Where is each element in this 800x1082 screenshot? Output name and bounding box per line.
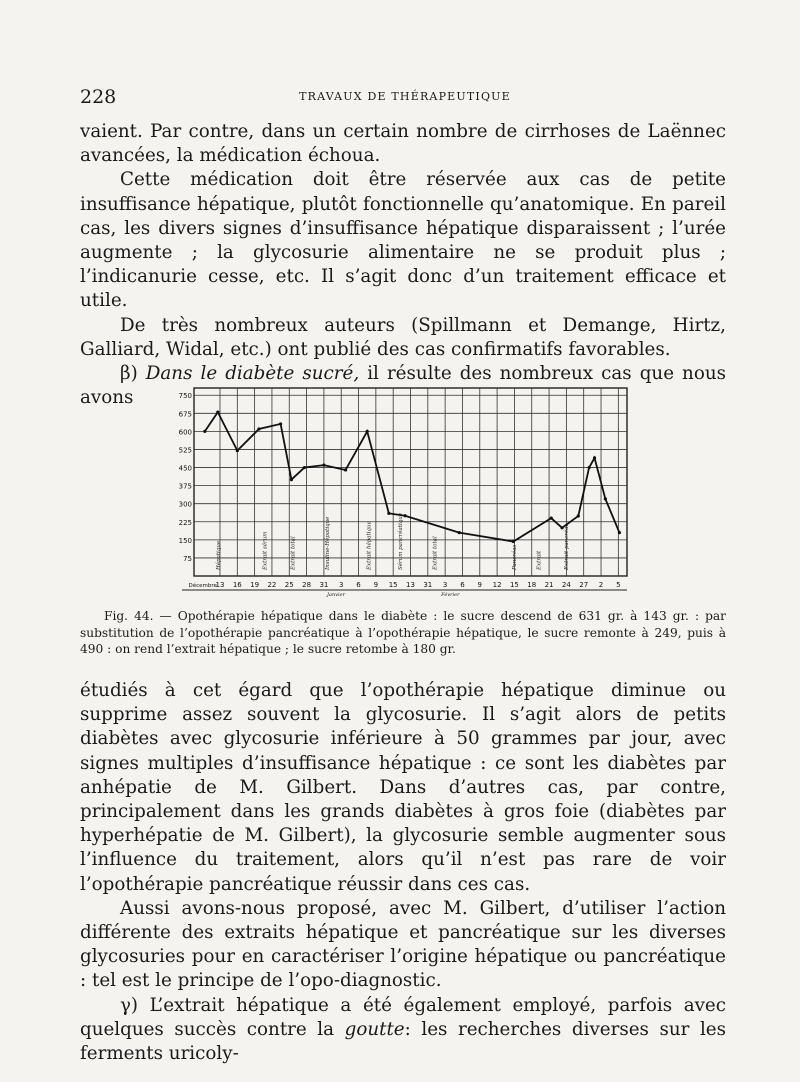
data-point <box>618 531 621 534</box>
data-point <box>203 430 206 433</box>
y-tick-label: 675 <box>178 410 192 419</box>
data-point <box>303 466 306 469</box>
data-point <box>403 514 406 517</box>
x-tick-label: 25 <box>284 581 294 589</box>
figure-caption <box>80 608 726 658</box>
vertical-annotation: Extrait sérum <box>262 531 269 570</box>
x-tick-label: 31 <box>423 581 433 589</box>
vertical-annotation: Sérum pancréatique <box>397 512 404 570</box>
x-tick-label: Décembre <box>188 583 217 589</box>
data-point <box>604 497 607 500</box>
x-tick-label: 27 <box>579 581 589 589</box>
data-point <box>512 540 515 543</box>
text-run: L’extrait hépatique a été également employé, parfois avec quelques succès contre la <box>80 994 726 1040</box>
page-header <box>80 86 730 110</box>
x-tick-label: 5 <box>616 581 621 589</box>
x-tick-label: 6 <box>460 581 465 589</box>
page-number: 228 <box>80 86 117 108</box>
x-tick-label: 3 <box>442 581 448 589</box>
paragraph: vaient. Par contre, dans un certain nombre de cirrhoses de Laënnec avancées, la médication échoua. <box>80 121 726 167</box>
y-tick-label: 75 <box>183 554 192 563</box>
lower-text <box>80 679 726 1066</box>
y-tick-label: 750 <box>178 392 192 401</box>
data-point <box>257 427 260 430</box>
data-point <box>216 411 219 414</box>
x-tick-label: 19 <box>250 581 260 589</box>
vertical-annotation: Hépatique <box>215 540 222 570</box>
data-point <box>344 468 347 471</box>
x-tick-label: 22 <box>267 581 277 589</box>
y-tick-label: 450 <box>178 464 192 473</box>
data-point <box>279 422 282 425</box>
data-point <box>458 531 461 534</box>
running-head: TRAVAUX DE THÉRAPEUTIQUE <box>299 90 511 103</box>
paragraph: Cette médication doit être réservée aux cas de petite insuffisance hépatique, plutôt fonctionnelle qu’anatomique. En pareil cas, les divers signes d’insuffisance hépatique disparaissent ; l’urée augmente ; la glycosurie alimentaire ne se produit plus ; l’indicanurie cesse, etc. Il s’agit donc d’un traitement efficace et utile. <box>80 169 726 312</box>
figure-44-chart <box>172 380 632 606</box>
x-tick-label: 12 <box>492 581 502 589</box>
data-point <box>577 514 580 517</box>
x-tick-label: 9 <box>477 581 483 589</box>
paragraph: De très nombreux auteurs (Spillmann et Demange, Hirtz, Galliard, Widal, etc.) ont publié des cas confirmatifs favorables. <box>80 314 726 360</box>
data-point <box>387 512 390 515</box>
data-point <box>366 430 369 433</box>
y-tick-label: 375 <box>178 482 192 491</box>
y-tick-label: 300 <box>178 500 192 509</box>
italic-word: goutte <box>344 1018 405 1040</box>
month-label: Janvier <box>327 592 346 598</box>
text-run: : les recherches diverses sur les ferments uricoly- <box>80 1018 726 1065</box>
vertical-annotation: Extrait total <box>432 536 439 570</box>
data-point <box>290 478 293 481</box>
y-tick-label: 225 <box>178 518 192 527</box>
x-tick-label: 21 <box>544 581 554 589</box>
y-tick-label: 600 <box>178 428 192 437</box>
x-tick-label: 13 <box>215 581 225 589</box>
vertical-annotation: Extrait <box>536 550 543 570</box>
x-tick-label: 31 <box>319 581 329 589</box>
upper-text <box>80 120 726 410</box>
y-tick-label: 525 <box>178 446 192 455</box>
section-marker: γ) <box>120 994 139 1016</box>
caption-text: — Opothérapie hépatique dans le diabète : le sucre descend de 631 gr. à 143 gr. : par substitution de l’opothérapie pancréatique à l’opothérapie hépatique, le sucre remonte à 249, puis à 490 : on rend l’extrait hépatique ; le sucre retombe à 180 gr. <box>80 609 726 656</box>
x-tick-label: 3 <box>338 581 344 589</box>
italic-phrase: Dans le diabète sucré, <box>145 363 360 385</box>
paragraph: étudiés à cet égard que l’opothérapie hépatique diminue ou supprime assez souvent la glycosurie. Il s’agit alors de petits diabètes avec glycosurie inférieure à 50 grammes par jour, avec signes multiples d’insuffisance hépatique : ce sont les diabètes par anhépatie de M. Gilbert. Dans d’autres cas, par contre, principalement dans les grands diabètes à gros foie (diabètes par hyperhépatie de M. Gilbert), la glycosurie semble augmenter sous l’influence du traitement, alors qu’il n’est pas rare de voir l’opothérapie pancréatique réussir dans ces cas. <box>80 680 726 895</box>
paragraph <box>80 994 726 1067</box>
x-tick-label: 15 <box>509 581 519 589</box>
caption-label: Fig. 44. <box>104 609 154 623</box>
text-run: il résulte des nombreux cas que nous avons <box>80 363 726 409</box>
y-tick-label: 150 <box>178 536 192 545</box>
data-point <box>236 449 239 452</box>
x-tick-label: 18 <box>527 581 537 589</box>
x-tick-label: 24 <box>561 581 571 589</box>
x-tick-label: 16 <box>232 581 242 589</box>
x-tick-label: 6 <box>356 581 361 589</box>
section-marker: β) <box>120 363 138 385</box>
x-tick-label: 15 <box>388 581 398 589</box>
data-point <box>593 456 596 459</box>
vertical-annotation: Extrait pancréat. <box>564 522 571 570</box>
x-tick-label: 13 <box>406 581 415 589</box>
x-tick-label: 28 <box>302 581 312 589</box>
data-point <box>550 517 553 520</box>
vertical-annotation: Extrait hépatique <box>366 521 373 570</box>
vertical-annotation: Pancréas <box>512 544 519 570</box>
data-point <box>322 464 325 467</box>
glycosuria-chart <box>172 380 632 606</box>
data-point <box>588 466 591 469</box>
month-label: Février <box>441 592 460 598</box>
paragraph: Aussi avons-nous proposé, avec M. Gilbert, d’utiliser l’action différente des extraits hépatique et pancréatique sur les diverses glycosuries pour en caractériser l’origine hépatique ou pancréatique : tel est le principe de l’opo-diagnostic. <box>80 897 726 992</box>
x-tick-label: 9 <box>373 581 379 589</box>
vertical-annotation: Extrait total <box>290 536 297 570</box>
vertical-annotation: Insuline-Hépatique <box>325 516 332 570</box>
x-tick-label: 2 <box>598 581 604 589</box>
data-point <box>560 526 563 529</box>
